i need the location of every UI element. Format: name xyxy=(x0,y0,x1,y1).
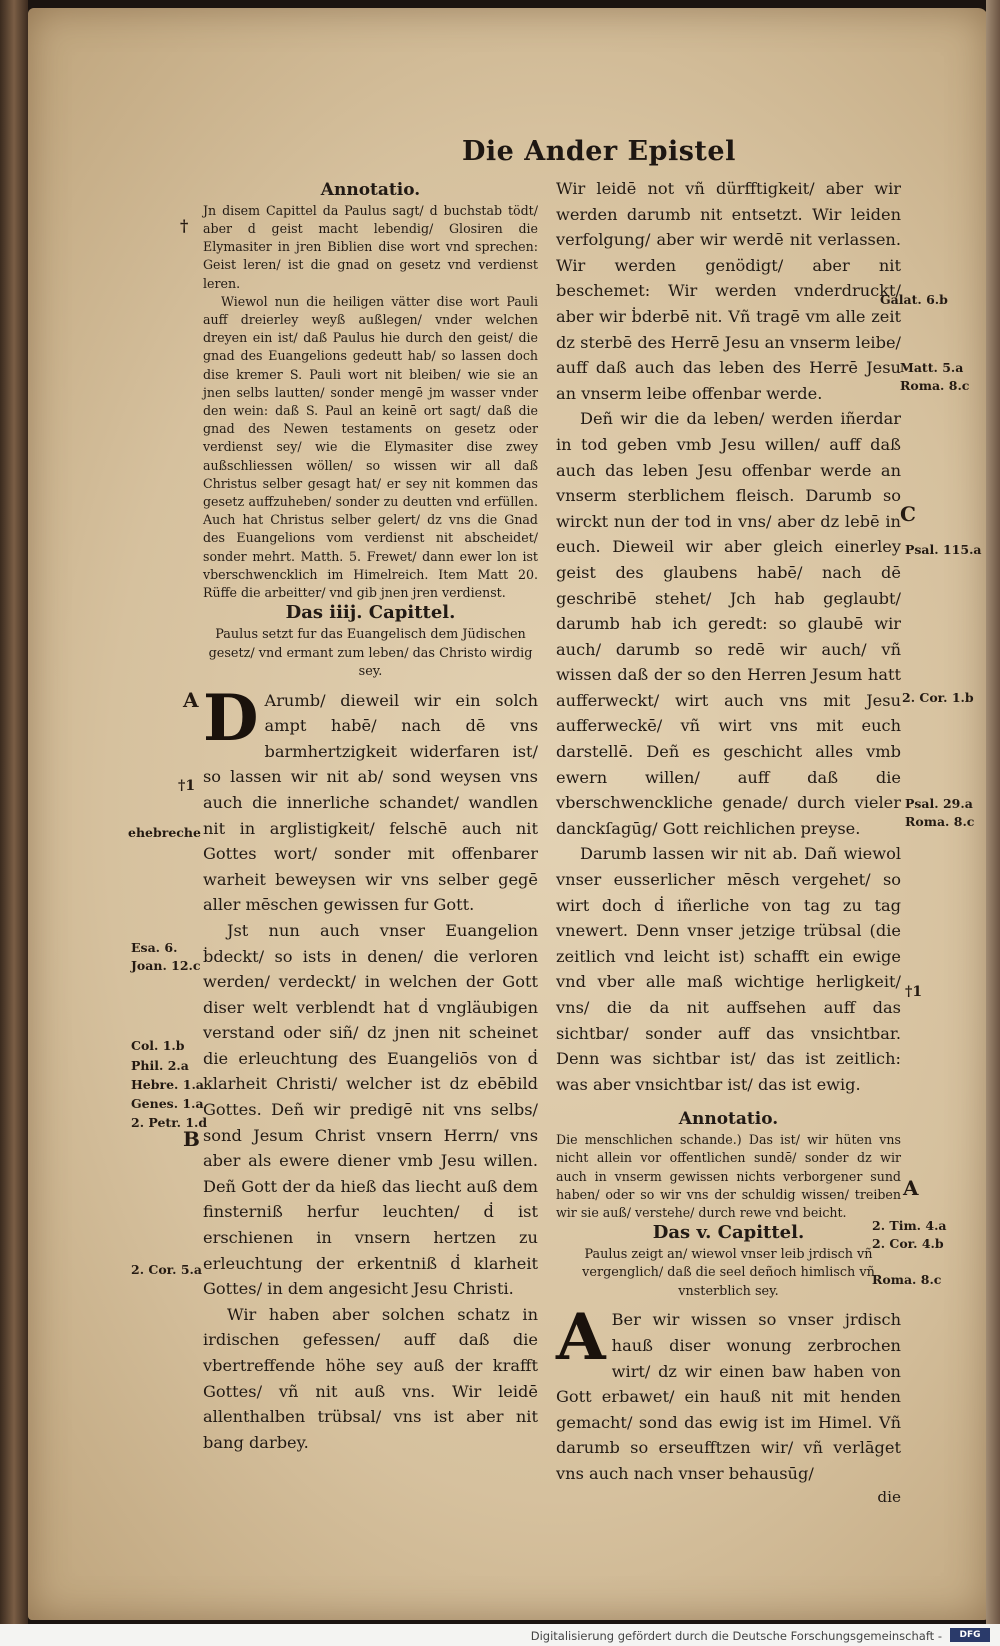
annotatio-paragraph: Wiewol nun die heiligen vätter dise wort Pauli auff dreierley weyß außlegen/ vnder welchen dreyen ein ist/ daß Paulus hie durch den geist/ die gnad des Euangelions gedeutt hab/ so lassen doch dise kremer S. Pauli wort nit bleiben/ wie sie an jnen selbs lautten/ sonder mengē jm wasser vnder den wein: daß S. Paul an keinē ort sagt/ daß die gnad des Newen testaments on gesetz oder verdienst sey/ wie die Elymasiter dise zwey außschliessen wöllen/ so wissen wir all daß Christus selber gesagt hat/ er sey nit kommen das gesetz auffzuheben/ sonder zu deutten vnd erfüllen. Auch hat Christus selber gelert/ dz vns die Gnad des Euangelions vom verdienst nit abscheidet/ sonder mehrt. Matth. 5. Frewet/ dann ewer lon ist vberschwencklich im Himelreich. Item Matt 20. Rüffe die arbeitter/ vnd gib jnen jren verdienst. xyxy=(203,293,538,601)
margin-note-hebre: Hebre. 1.a xyxy=(131,1077,204,1092)
margin-note-cor1: 2. Cor. 1.b xyxy=(902,690,974,705)
drop-cap-a: A xyxy=(556,1300,606,1376)
margin-note-petr: 2. Petr. 1.d xyxy=(131,1115,208,1130)
margin-note-ehebreche: ehebreche xyxy=(128,825,201,840)
dagger-mark: † xyxy=(180,216,189,235)
footer-bar xyxy=(0,1624,1000,1646)
page-edge xyxy=(986,0,1000,1640)
book-spine xyxy=(0,0,28,1646)
margin-letter-a-right: A xyxy=(903,1176,919,1200)
catchword: die xyxy=(877,1487,901,1506)
margin-note-cor5: 2. Cor. 5.a xyxy=(131,1262,202,1277)
annotatio-heading-left: Annotatio. xyxy=(320,180,421,200)
chapter-summary-4: Paulus setzt fur das Euangelisch dem Jüdischen gesetz/ vnd ermant zum leben/ das Christo wirdig sey. xyxy=(208,627,533,680)
body-paragraph: Wir haben aber solchen schatz in irdischen gefessen/ auff daß die vbertreffende höhe sey auß der krafft Gottes/ vñ nit auß vns. Wir leidē allenthalben trübsal/ vns ist aber nit bang darbey. xyxy=(203,1304,538,1452)
margin-note-roma: Roma. 8.c xyxy=(872,1272,942,1287)
body-paragraph: Jst nun auch vnser Euangelion ḃdeckt/ so ists in denen/ die verloren werden/ verdeckt/ in welchen der Gott diser welt verblendt hat ḋ vngläubigen verstand oder siñ/ dz jnen nit scheinet die erleuchtung des Euangeliōs von ḋ klarheit Christi/ welcher ist dz ebēbild Gottes. Deñ wir predigē nit vns selbs/ sond Jesum Christ vnsern Herrn/ vns aber als ewere diener vmb Jesu willen. Deñ Gott der da hieß das liecht auß dem finsterniß herfur leuchten/ ḋ ist erschienen in vnsern hertzen zu erleuchtung der erkentniß ḋ klarheit Gottes/ in dem angesicht Jesu Christi. xyxy=(203,920,538,1299)
dfg-logo: DFG xyxy=(950,1628,990,1642)
margin-note-roma: Roma. 8.c xyxy=(905,814,975,829)
body-paragraph: Ber wir wissen so vnser jrdisch hauß diser wonung zerbrochen wirt/ dz wir einen baw haben von Gott erbawet/ ein hauß nit mit henden gemacht/ sond das ewig ist im Himel. Vñ darumb so erseufftzen wir/ vñ verlāget vns auch nach vnser behausūg/ xyxy=(556,1310,901,1484)
chapter-heading-4: Das iiij. Capittel. xyxy=(285,602,456,624)
body-paragraph: Darumb lassen wir nit ab. Dañ wiewol vnser eusserlicher mēsch vergehet/ so wirt doch ḋ iñerliche von tag zu tag vnewert. Denn vnser jetzige trübsal (die zeitlich vnd leicht ist) schafft ein ewige vnd vber alle maß wichtige herligkeit/ vns/ die da nit auffsehen auff das sichtbar/ sonder auff das vnsichtbar. Denn was sichtbar ist/ das ist zeitlich: was aber vnsichtbar ist/ das ist ewig. xyxy=(556,844,901,1094)
margin-letter-b: B xyxy=(183,1127,200,1151)
annotatio-heading-right: Annotatio. xyxy=(678,1109,779,1130)
margin-note-psal29: Psal. 29.a xyxy=(905,796,973,811)
margin-note-tim: 2. Tim. 4.a xyxy=(872,1218,947,1233)
margin-note-cor4: 2. Cor. 4.b xyxy=(872,1236,944,1251)
margin-letter-a: A xyxy=(183,688,199,712)
margin-note-matt: Matt. 5.a xyxy=(900,360,964,375)
body-paragraph: Wir leidē not vñ dürfftigkeit/ aber wir werden darumb nit entsetzt. Wir leiden verfolgung/ aber wir werdē nit verlassen. Wir werden genödigt/ aber nit beschemet: Wir werden vnderdruckt/ aber wir ḃderbē nit. Vñ tragē vm alle zeit dz sterbē des Herrē Jesu an vnserm leibe/ auff daß auch das leben des Herrē Jesu an vnserm leibe offenbar werde. xyxy=(556,179,901,403)
chapter-summary-5: Paulus zeigt an/ wiewol vnser leib jrdisch vñ vergenglich/ daß die seel deñoch himlisch vñ vnsterblich sey. xyxy=(582,1246,875,1299)
margin-note-esa: Esa. 6. xyxy=(131,940,178,955)
drop-cap-d: D xyxy=(203,680,259,756)
dagger-mark: †1 xyxy=(905,984,923,1000)
chapter-heading-5: Das v. Capittel. xyxy=(652,1222,805,1244)
margin-note-roma: Roma. 8.c xyxy=(900,378,970,393)
margin-letter-c: C xyxy=(900,502,916,526)
margin-note-col: Col. 1.b xyxy=(131,1038,185,1053)
margin-note-phil: Phil. 2.a xyxy=(131,1058,189,1073)
footer-text: Digitalisierung gefördert durch die Deutsche Forschungsgemeinschaft - xyxy=(530,1629,942,1643)
margin-note-galat: Galat. 6.b xyxy=(880,292,948,307)
annotatio-paragraph: Jn disem Capittel da Paulus sagt/ d buchstab tödt/ aber d geist macht lebendig/ Glosiren die Elymasiter in jren Biblien dise wort vnd sprechen: Geist leren/ ist die gnad on gesetz vnd verdienst leren. xyxy=(203,202,538,291)
body-paragraph: Deñ wir die da leben/ werden iñerdar in tod geben vmb Jesu willen/ auff daß auch das leben Jesu offenbar werde an vnserm sterblichem fleisch. Darumb so wirckt nun der tod in vns/ aber dz lebē in euch. Dieweil wir aber gleich einerley geist des glaubens habē/ nach dē geschribē stehet/ Jch hab geglaubt/ darumb hab ich geredt: so glaubē wir auch/ darumb so redē wir auch/ vñ wissen daß der so den Herren Jesum hatt aufferweckt/ wirt auch vns mit Jesu aufferweckē/ vñ wirt vns mit euch darstellē. Deñ es geschicht alles vmb ewern willen/ auff daß die vberschwenckliche genade/ durch vieler danckſagūg/ Gott reichlichen preyse. xyxy=(556,409,901,838)
left-column xyxy=(203,180,538,1455)
margin-note-joan: Joan. 12.c xyxy=(131,958,201,973)
body-paragraph: Arumb/ dieweil wir ein solch ampt habē/ nach dē vns barmhertzigkeit widerfaren ist/ so lassen wir nit ab/ sond weysen vns auch die innerliche schandet/ wandlen nit in arglistigkeit/ felschē auch nit Gottes wort/ sonder mit offenbarer warheit beweysen wir vns selber gegē aller mēschen gewissen fur Gott. xyxy=(203,690,538,915)
dagger-mark: †1 xyxy=(178,778,196,794)
right-column xyxy=(556,176,901,1508)
page-header: Die Ander Epistel xyxy=(462,136,736,167)
margin-note-psal115: Psal. 115.a xyxy=(905,542,982,557)
margin-note-genes: Genes. 1.a xyxy=(131,1096,204,1111)
annotatio-paragraph: Die menschlichen schande.) Das ist/ wir hüten vns nicht allein vor offentlichen sundē/ sonder dz wir auch in vnserm gewissen nichts verborgener sund haben/ oder so wir vns der schuldig wissen/ treiben wir sie auß/ verstehe/ durch rewe vnd beicht. xyxy=(556,1132,901,1220)
